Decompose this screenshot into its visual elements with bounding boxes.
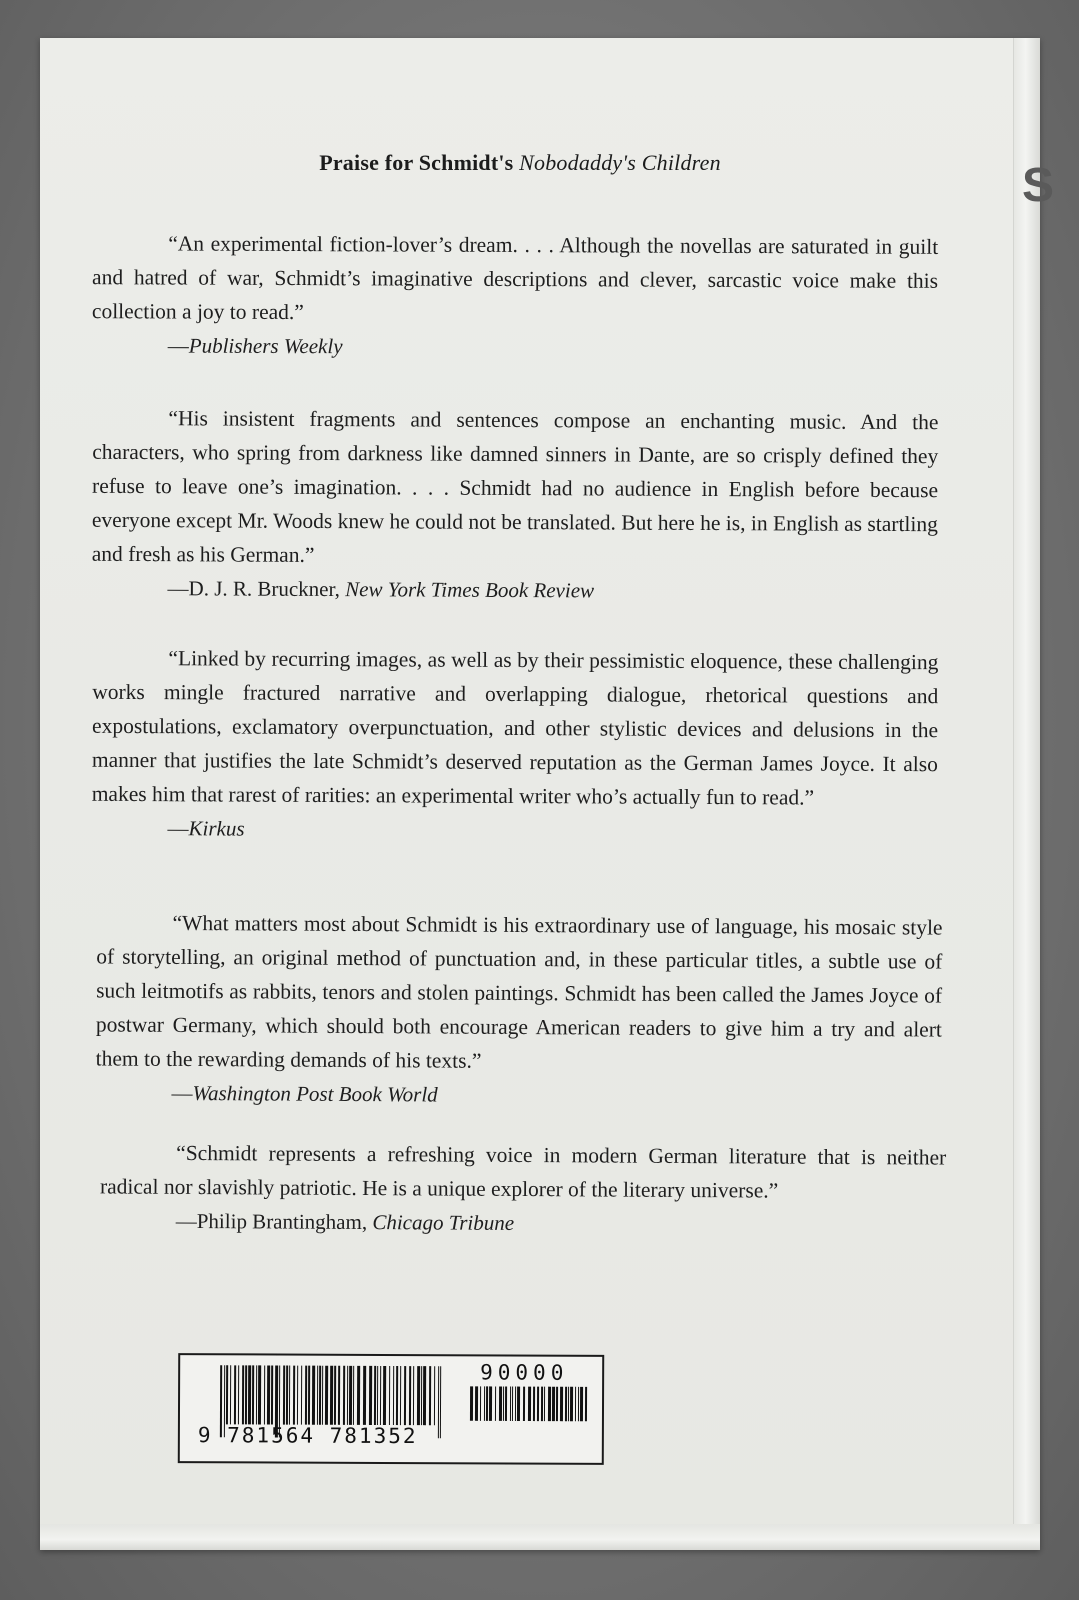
review-quote <box>91 641 938 849</box>
barcode-bar <box>258 1365 261 1424</box>
review-quote <box>100 1135 947 1242</box>
barcode-bar <box>343 1366 345 1425</box>
barcode-bar <box>565 1387 567 1421</box>
quote-text: “Schmidt represents a refreshing voice in modern German literature that is neither radical nor slavishly patriotic. He is a unique explorer of the literary universe.” <box>99 1140 947 1203</box>
barcode-bar <box>560 1387 563 1421</box>
barcode-bar <box>575 1387 576 1421</box>
barcode-bar <box>322 1366 323 1425</box>
barcode-bar <box>484 1386 485 1420</box>
barcode-bar <box>305 1366 307 1425</box>
quote-attribution <box>91 811 937 849</box>
price-addon-number: 90000 <box>480 1360 569 1385</box>
review-quote <box>92 226 939 366</box>
barcode-bar <box>440 1366 441 1438</box>
barcode-bar <box>475 1386 478 1420</box>
barcode-bar <box>297 1366 298 1425</box>
barcode-bar <box>421 1366 422 1425</box>
barcode-bar <box>271 1365 273 1424</box>
barcode-bar <box>389 1366 390 1425</box>
barcode-bar <box>267 1365 270 1424</box>
quote-attribution <box>92 328 938 366</box>
barcode-bar <box>396 1366 398 1425</box>
barcode-bar <box>429 1366 431 1425</box>
barcode-bar <box>347 1366 348 1425</box>
barcode-bar <box>293 1366 295 1425</box>
attribution-author: Philip Brantingham, <box>196 1209 373 1235</box>
spine-letter-fragment: S <box>1022 159 1055 212</box>
barcode-bar <box>417 1366 420 1425</box>
quote-text: “His insistent fragments and sentences compose an enchanting music. And the characters, who spring from darkness like damned sinners in Dante, are so crisply defined they refuse to leave one’s imagination. . . . Schmidt had no audience in English before because everyone except Mr. Woods knew he could not be translated. But here he is, in English as startling and fresh as his German.” <box>91 406 939 567</box>
barcode-bar <box>363 1366 366 1425</box>
barcode-bar <box>400 1366 401 1425</box>
isbn-number: 9 781564 781352 <box>197 1423 418 1449</box>
barcode-bar <box>357 1366 360 1425</box>
barcode-bar <box>230 1365 231 1424</box>
quote-text: “An experimental fiction-lover’s dream. . . . Although the novellas are saturated in guilt and hatred of war, Schmidt’s imaginative descriptions and clever, sarcastic voice make this collection a joy to read.” <box>91 231 939 325</box>
barcode-bar <box>423 1366 426 1425</box>
barcode-bar <box>570 1387 573 1421</box>
attribution-dash: — <box>167 576 189 601</box>
barcode-bar <box>283 1366 285 1425</box>
attribution-source: Publishers Weekly <box>188 333 343 359</box>
barcode-bar <box>374 1366 376 1425</box>
attribution-source: Chicago Tribune <box>372 1210 515 1235</box>
barcode-bar <box>226 1365 228 1424</box>
barcode-addon-bars <box>470 1386 588 1429</box>
barcode-bar <box>489 1386 492 1420</box>
barcode-bar <box>245 1365 247 1424</box>
barcode-bar <box>470 1386 473 1420</box>
barcode-bar <box>438 1366 439 1438</box>
attribution-author: D. J. R. Bruckner, <box>188 576 346 602</box>
barcode-bar <box>503 1386 504 1420</box>
attribution-source: Washington Post Book World <box>192 1081 438 1107</box>
barcode-bar <box>517 1387 520 1421</box>
barcode-bar <box>286 1366 288 1425</box>
quote-text: “What matters most about Schmidt is his extraordinary use of language, his mosaic style of storytelling, an original method of punctuation and, in these particular titles, a subtle use of such leitmotifs as rabbits, tenors and stolen paintings. Schmidt has been called the James Joyce of postwar Germany, which should both encourage American readers to give him a try and alert them to the rewarding demands of his texts.” <box>95 910 943 1073</box>
barcode-bar <box>377 1366 378 1425</box>
barcode-bar <box>510 1387 511 1421</box>
quote-attribution <box>91 571 937 609</box>
review-quote <box>91 401 938 609</box>
barcode-bar <box>413 1366 414 1425</box>
book-back-cover <box>40 38 1055 1550</box>
review-quote <box>95 905 942 1114</box>
barcode-bar <box>505 1386 507 1420</box>
barcode-bar <box>541 1387 543 1421</box>
barcode-bar <box>499 1386 502 1420</box>
barcode-bar <box>330 1366 333 1425</box>
barcode-bar <box>338 1366 340 1425</box>
barcode-bar <box>317 1366 318 1425</box>
barcode-bar <box>578 1387 579 1421</box>
barcode-bar <box>319 1366 321 1425</box>
barcode-bar <box>264 1365 265 1424</box>
barcode-bar <box>495 1386 496 1420</box>
quote-text: “Linked by recurring images, as well as by their pessimistic eloquence, these challenging works mingle fractured narrative and overlapping dialogue, rhetorical questions and expostulations, exclamatory overpunctuation, and other stylistic devices and delusions in the manner that justifies the late Schmidt’s deserved reputation as the German James Joyce. It also makes him that rarest of rarities: an experimental writer who’s actually fun to read.” <box>91 646 939 810</box>
praise-heading <box>40 150 1000 176</box>
barcode-bar <box>334 1366 336 1425</box>
barcode-bar <box>585 1387 587 1421</box>
barcode-bar <box>544 1387 545 1421</box>
barcode-bar <box>380 1366 381 1425</box>
barcode-bar <box>383 1366 386 1425</box>
praise-heading-bold: Praise for Schmidt's <box>319 150 514 175</box>
barcode-bar <box>486 1386 488 1420</box>
praise-heading-title: Nobodaddy's Children <box>519 150 721 175</box>
barcode-bar <box>308 1366 310 1425</box>
barcode-bar <box>528 1387 531 1421</box>
barcode-bar <box>556 1387 558 1421</box>
barcode-bar <box>548 1387 551 1421</box>
barcode-bar <box>242 1365 244 1424</box>
barcode-bar <box>301 1366 302 1425</box>
book-spine-edge <box>1013 38 1055 1550</box>
barcode-bar <box>353 1366 354 1425</box>
isbn-barcode <box>178 1353 604 1465</box>
barcode-bar <box>312 1366 315 1425</box>
barcode-bar <box>252 1365 254 1424</box>
barcode-bar <box>580 1387 583 1421</box>
barcode-bar <box>537 1387 539 1421</box>
quote-attribution <box>100 1203 946 1242</box>
attribution-dash: — <box>175 1208 197 1234</box>
barcode-bar <box>409 1366 411 1425</box>
barcode-bar <box>404 1366 406 1425</box>
barcode-bar <box>568 1387 569 1421</box>
attribution-dash: — <box>167 333 189 358</box>
quote-attribution <box>95 1075 941 1114</box>
barcode-bar <box>512 1387 513 1421</box>
attribution-dash: — <box>167 816 189 841</box>
barcode-bar <box>523 1387 525 1421</box>
barcode-bar <box>349 1366 352 1425</box>
barcode-bar <box>248 1365 251 1424</box>
barcode-bar <box>552 1387 555 1421</box>
barcode-bar <box>393 1366 394 1425</box>
attribution-source: Kirkus <box>188 816 245 841</box>
barcode-bar <box>434 1366 435 1425</box>
barcode-bar <box>256 1365 257 1424</box>
attribution-dash: — <box>171 1080 193 1106</box>
attribution-source: New York Times Book Review <box>345 577 595 603</box>
barcode-bar <box>369 1366 372 1425</box>
book-bottom-edge <box>40 1524 1040 1550</box>
barcode-bar <box>238 1365 239 1424</box>
barcode-bar <box>515 1387 516 1421</box>
barcode-bar <box>325 1366 328 1425</box>
barcode-bar <box>533 1387 535 1421</box>
barcode-bar <box>234 1365 236 1424</box>
barcode-bar <box>289 1366 290 1425</box>
barcode-bar <box>480 1386 481 1420</box>
